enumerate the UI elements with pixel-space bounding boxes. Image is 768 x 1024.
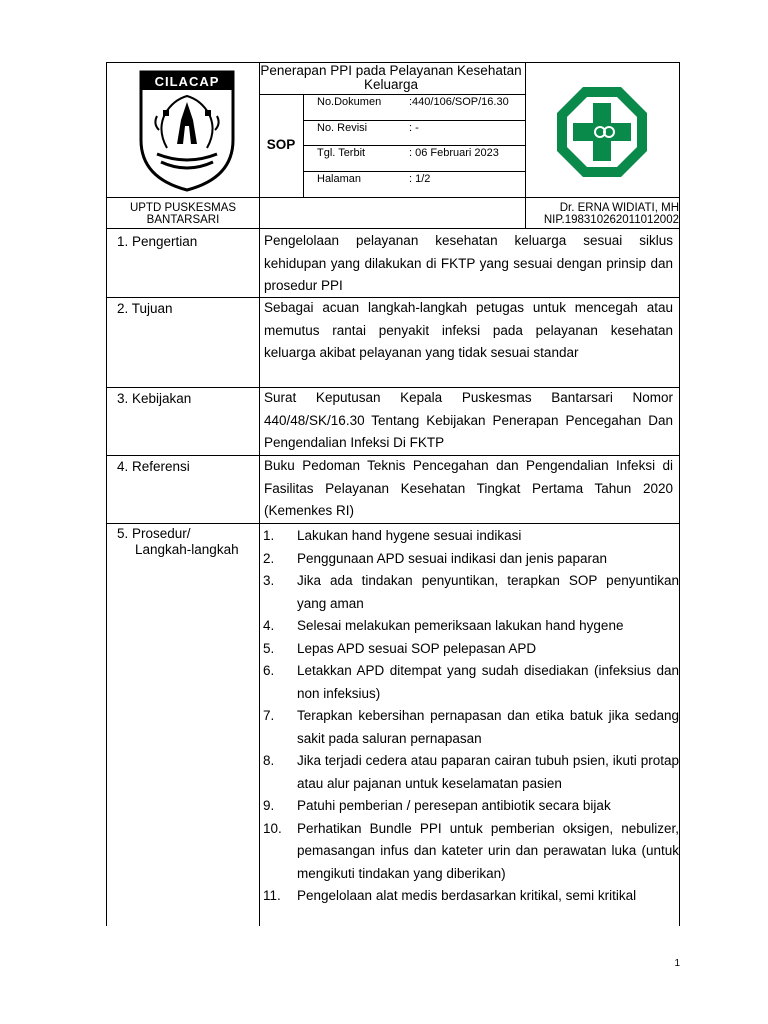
- header-divider: [303, 171, 525, 172]
- field-value-halaman: : 1/2: [409, 173, 431, 185]
- puskesmas-logo: [555, 85, 649, 179]
- step-number: 10.: [263, 820, 282, 836]
- step-number: 7.: [263, 708, 275, 723]
- prosedur-label-line2: Langkah-langkah: [135, 542, 239, 557]
- subheader-divider: [259, 198, 260, 228]
- sop-header-table: [106, 62, 680, 198]
- step-text: Selesai melakukan pemeriksaan lakukan hand hygene: [297, 618, 624, 633]
- section-text-pengertian: Pengelolaan pelayanan kesehatan keluarga sesuai siklus kehidupan yang dilakukan di FKTP yang sesuai dengan prinsip dan prosedur PPI: [264, 233, 673, 293]
- logo-text: CILACAP: [154, 74, 220, 89]
- procedure-steps-list: [259, 525, 679, 908]
- section-text-kebijakan: Surat Keputusan Kepala Puskesmas Bantarsari Nomor 440/48/SK/16.30 Tentang Kebijakan Penerapan Pencegahan Dan Pengendalian Infeksi Di FKTP: [264, 390, 673, 450]
- procedure-step: [259, 615, 679, 638]
- signatory-name: Dr. ERNA WIDIATI, MH: [559, 202, 679, 214]
- prosedur-label-line1: 5. Prosedur/: [117, 526, 191, 541]
- procedure-step: [259, 660, 679, 705]
- sop-subheader: [106, 197, 680, 229]
- header-divider: [303, 145, 525, 146]
- step-number: 3.: [263, 573, 275, 588]
- procedure-step: [259, 705, 679, 750]
- field-label-halaman: Halaman: [317, 173, 362, 185]
- header-divider: [259, 94, 525, 95]
- step-number: 11.: [263, 888, 281, 903]
- signatory-nip: NIP.198310262011012002: [543, 214, 679, 226]
- procedure-step: [259, 885, 679, 908]
- field-label-no-revisi: No. Revisi: [317, 122, 368, 134]
- row-divider: [107, 523, 679, 524]
- step-text: Lakukan hand hygene sesuai indikasi: [297, 528, 522, 543]
- step-text: Letakkan APD ditempat yang sudah disediakan (infeksius dan non infeksius): [297, 663, 679, 701]
- sop-body-table: [106, 228, 680, 926]
- step-text: Terapkan kebersihan pernapasan dan etika batuk jika sedang sakit pada saluran pernapasan: [297, 708, 679, 746]
- procedure-step: [259, 525, 679, 548]
- section-label-kebijakan: 3. Kebijakan: [117, 391, 192, 406]
- step-number: 8.: [263, 753, 275, 768]
- step-number: 9.: [263, 798, 275, 813]
- section-label-prosedur: [117, 526, 239, 558]
- procedure-step: [259, 570, 679, 615]
- signatory-block: [525, 202, 679, 226]
- document-title: Penerapan PPI pada Pelayanan Kesehatan Keluarga: [260, 63, 522, 92]
- sop-label: SOP: [266, 137, 296, 152]
- field-value-no-revisi: : -: [409, 122, 419, 134]
- procedure-step: [259, 818, 679, 886]
- step-number: 4.: [263, 618, 275, 633]
- header-divider: [303, 120, 525, 121]
- step-text: Lepas APD sesuai SOP pelepasan APD: [297, 640, 537, 656]
- step-number: 1.: [263, 528, 275, 543]
- page-number: 1: [674, 958, 680, 969]
- field-value-tgl-terbit: : 06 Februari 2023: [409, 147, 499, 159]
- step-text: Patuhi pemberian / peresepan antibiotik secara bijak: [297, 798, 611, 813]
- step-text: Jika terjadi cedera atau paparan cairan tubuh psien, ikuti protap atau alur pajanan untuk keselamatan pasien: [297, 753, 679, 791]
- step-number: 6.: [263, 663, 275, 678]
- section-label-referensi: 4. Referensi: [117, 459, 190, 474]
- procedure-step: [259, 638, 679, 661]
- field-value-no-dokumen: :440/106/SOP/16.30: [409, 96, 509, 108]
- field-label-no-dokumen: No.Dokumen: [317, 96, 382, 108]
- section-text-referensi: Buku Pedoman Teknis Pencegahan dan Pengendalian Infeksi di Fasilitas Pelayanan Kesehatan Tingkat Pertama Tahun 2020 (Kemenkes RI): [264, 458, 673, 518]
- procedure-step: [259, 750, 679, 795]
- procedure-step: [259, 795, 679, 818]
- cilacap-logo: [137, 70, 237, 192]
- step-text: Pengelolaan alat medis berdasarkan kritikal, semi kritikal: [297, 888, 637, 903]
- step-number: 2.: [263, 550, 275, 566]
- institution-name: UPTD PUSKESMAS BANTARSARI: [129, 202, 237, 226]
- section-label-pengertian: 1. Pengertian: [117, 234, 198, 249]
- step-text: Penggunaan APD sesuai indikasi dan jenis paparan: [297, 550, 607, 566]
- section-text-tujuan: Sebagai acuan langkah-langkah petugas untuk mencegah atau memutus rantai penyakit infeksi pada pelayanan kesehatan keluarga akibat pelayanan yang tidak sesuai standar: [264, 300, 673, 360]
- field-label-tgl-terbit: Tgl. Terbit: [317, 147, 366, 159]
- step-number: 5.: [263, 640, 275, 656]
- header-divider: [525, 63, 526, 197]
- step-text: Jika ada tindakan penyuntikan, terapkan SOP penyuntikan yang aman: [297, 573, 679, 611]
- section-label-tujuan: 2. Tujuan: [117, 301, 173, 316]
- procedure-step: [259, 548, 679, 571]
- step-text: Perhatikan Bundle PPI untuk pemberian oksigen, nebulizer, pemasangan infus dan kateter urin dan perawatan luka (untuk mengikuti tindakan yang diberikan): [297, 820, 679, 881]
